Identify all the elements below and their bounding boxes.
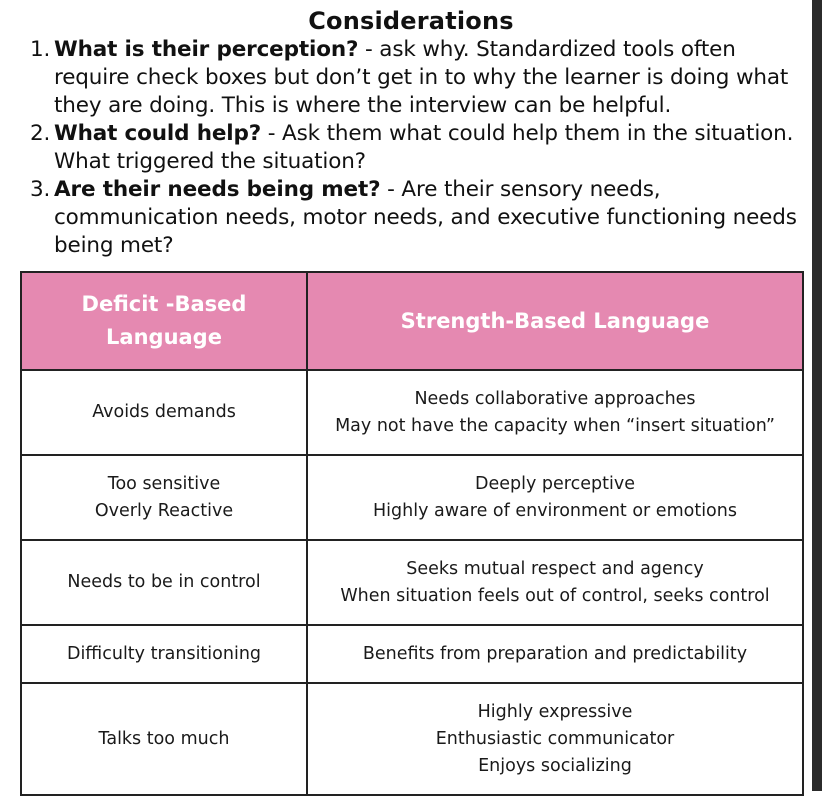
cell-line: May not have the capacity when “insert situation”	[335, 415, 775, 436]
consideration-text: - Ask them what could help them in the situation. What triggered the situation?	[54, 121, 794, 174]
table-row	[21, 625, 803, 683]
page-title: Considerations	[308, 7, 514, 35]
table-row	[21, 370, 803, 455]
table-header-row	[21, 272, 803, 370]
cell-line: Needs to be in control	[67, 572, 261, 592]
cell-line: Seeks mutual respect and agency	[406, 558, 704, 579]
cell-line: When situation feels out of control, seeks control	[340, 585, 770, 606]
cell-line: Talks too much	[98, 728, 230, 749]
deficit-column-header	[21, 272, 307, 370]
table-row	[21, 683, 803, 795]
consideration-item-help	[26, 120, 816, 176]
cell-line: Benefits from preparation and predictability	[362, 643, 748, 664]
deficit-cell	[21, 455, 307, 540]
cell-line: Overly Reactive	[94, 500, 234, 521]
cell-line: Enthusiastic communicator	[435, 728, 675, 749]
list-number: 3.	[30, 177, 51, 202]
deficit-cell	[21, 540, 307, 625]
cell-line: Highly expressive	[477, 701, 633, 722]
consideration-heading: What is their perception?	[54, 37, 359, 62]
strength-cell	[307, 455, 803, 540]
list-number: 1.	[30, 37, 51, 62]
consideration-heading: Are their needs being met?	[54, 177, 381, 202]
strength-cell	[307, 683, 803, 795]
consideration-heading: What could help?	[54, 121, 262, 146]
strength-cell	[307, 540, 803, 625]
deficit-cell	[21, 370, 307, 455]
cell-line: Needs collaborative approaches	[414, 388, 696, 409]
strength-column-header: Strength-Based Language	[307, 272, 803, 370]
cell-line: Enjoys socializing	[478, 755, 632, 776]
deficit-header-label: Deficit -Based Language	[81, 292, 247, 349]
table-row	[21, 455, 803, 540]
deficit-cell	[21, 625, 307, 683]
strength-cell	[307, 370, 803, 455]
cell-line: Avoids demands	[92, 402, 236, 422]
deficit-cell	[21, 683, 307, 795]
language-comparison-table	[20, 271, 804, 796]
cell-line: Difficulty transitioning	[66, 643, 262, 664]
cell-line: Too sensitive	[107, 473, 221, 494]
consideration-item-perception	[26, 36, 816, 120]
list-number: 2.	[30, 121, 51, 146]
table-row	[21, 540, 803, 625]
strength-cell	[307, 625, 803, 683]
consideration-item-needs	[26, 176, 816, 260]
consideration-text: - Are their sensory needs, communication needs, motor needs, and executive functioning needs being met?	[54, 177, 797, 258]
cell-line: Deeply perceptive	[475, 473, 635, 494]
considerations-list	[26, 36, 816, 260]
cell-line: Highly aware of environment or emotions	[373, 500, 737, 521]
consideration-text: - ask why. Standardized tools often require check boxes but don’t get in to why the learner is doing what they are doing. This is where the interview can be helpful.	[54, 37, 789, 118]
